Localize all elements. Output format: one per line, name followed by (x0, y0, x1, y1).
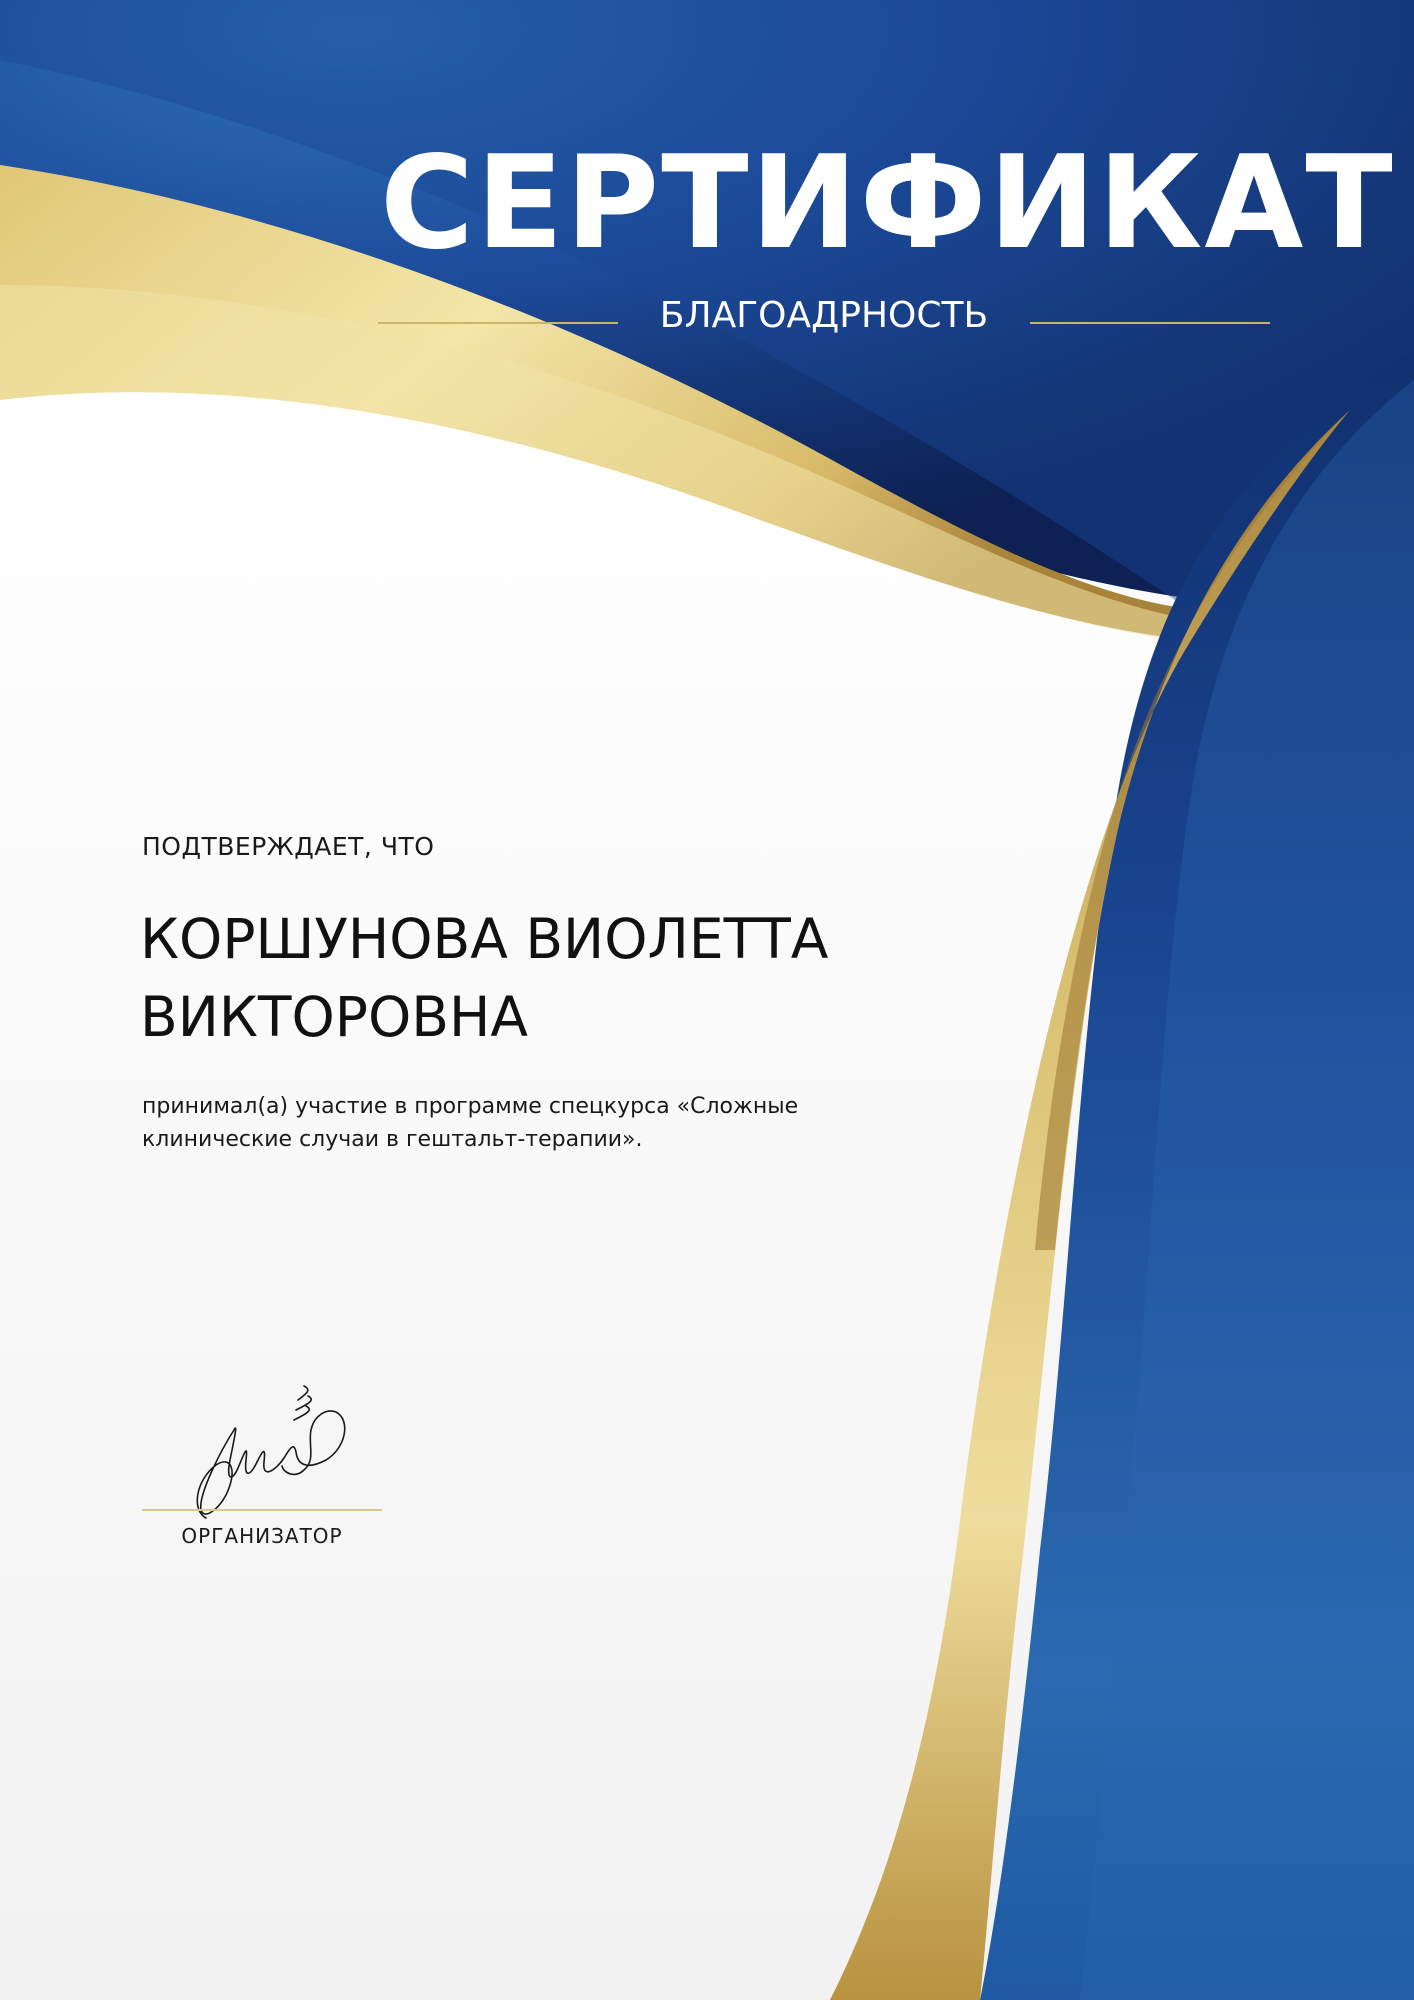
subtitle-row (378, 292, 1270, 340)
signature-line (142, 1509, 382, 1511)
certificate-title: СЕРТИФИКАТ (380, 129, 1395, 278)
subtitle-divider-left (378, 322, 618, 324)
participation-description: принимал(а) участие в программе спецкурса «Сложные клинические случаи в гештальт-терапии». (142, 1094, 799, 1152)
subtitle-divider-right (1030, 322, 1270, 324)
signature-label: ОРГАНИЗАТОР (181, 1524, 343, 1548)
signature-image (186, 1370, 356, 1530)
recipient-name-line1: КОРШУНОВА ВИОЛЕТТА (140, 907, 829, 971)
recipient-name (140, 900, 940, 1056)
recipient-name-line2: ВИКТОРОВНА (140, 985, 528, 1049)
certificate-subtitle: БЛАГОАДРНОСТЬ (659, 295, 989, 336)
confirm-text: ПОДТВЕРЖДАЕТ, ЧТО (142, 832, 435, 861)
